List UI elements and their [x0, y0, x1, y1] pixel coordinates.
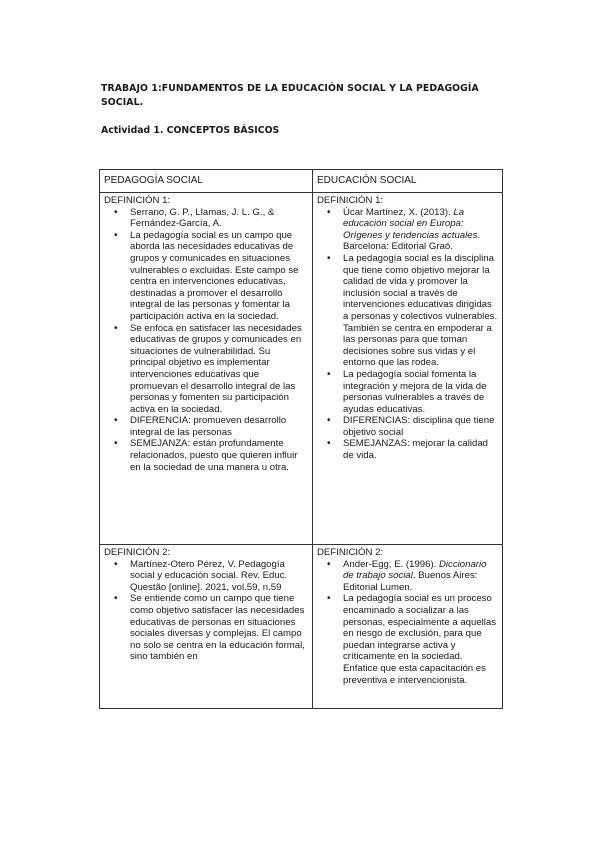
reference-author: Ander-Egg, E. (1996). — [343, 558, 439, 570]
list-item — [343, 207, 498, 253]
list-item: • SEMEJANZA: están profundamente relacionados, puesto que quieren influir en la sociedad de una manera u otra. — [130, 438, 308, 473]
definition-label: DEFINICIÓN 2: — [104, 547, 171, 558]
list-item: • La pedagogía social fomenta la integración y mejora de la vida de personas vulnerables a través de ayudas educativas. — [343, 369, 498, 415]
cell-pedagogia-def1 — [100, 193, 313, 545]
definition-label: DEFINICIÓN 1: — [317, 195, 384, 206]
list-item: • La pedagogía social es un proceso encaminado a socializar a las personas, especialmente a aquellas en riesgo de exclusión, para que puedan integrarse activa y críticamente en la sociedad. Enfatice que esta capacitación es preventiva e intervencionista. — [343, 593, 498, 686]
reference-tail: . Buenos Aires: Editorial Lumen. — [343, 570, 478, 593]
list-item — [343, 559, 498, 594]
reference-title: Diccionario de trabajo social — [343, 558, 487, 582]
list-item: • Se entiende como un campo que tiene como objetivo satisfacer las necesidades educativas de personas en situaciones sociales diversas y complejas. El campo no solo se centra en la educación formal, sino también en — [130, 593, 308, 663]
table-header-row — [100, 170, 503, 193]
cell-educacion-def2 — [313, 545, 503, 709]
list-item: • La pedagogía social es un campo que aborda las necesidades educativas de grupos y comunicades en situaciones vulnerables o excluidas. Este campo se centra en intervenciones educativas, destinadas a promover el desarrollo integral de las personas y fomentar la participación activa en la sociedad. — [130, 230, 308, 323]
bullet-list — [317, 207, 498, 462]
definition-label: DEFINICIÓN 2: — [317, 547, 384, 558]
cell-educacion-def1 — [313, 193, 503, 545]
list-item: • La pedagogía social es la disciplina que tiene como objetivo mejorar la calidad de vida y promover la inclusión social a través de intervenciones educativas dirigidas a personas y colectivos vulnerables. También se centra en empoderar a las personas para que toman decisiones sobre sus vidas y el entorno que las rodea. — [343, 253, 498, 369]
list-item: • Martínez-Otero Pérez, V. Pedagogía social y educación social. Rev. Educ. Questão [online]. 2021, vol.59, n.59 — [130, 559, 308, 594]
reference-author: Úcar Martínez, X. (2013). — [343, 206, 454, 218]
concepts-table — [99, 169, 503, 709]
bullet-list — [104, 207, 308, 474]
list-item: • DIFERENCIA: promueven desarrollo integral de las personas — [130, 415, 308, 438]
activity-heading: Actividad 1. CONCEPTOS BÁSICOS — [101, 125, 280, 136]
document-title: TRABAJO 1:FUNDAMENTOS DE LA EDUCACIÓN SOCIAL Y LA PEDAGOGÍA SOCIAL. — [101, 83, 479, 108]
list-item: • Se enfoca en satisfacer las necesidades educativas de grupos y comunicades en situaciones de vulnerabilidad. Su principal objetivo es implementar intervenciones educativas que promuevan el desarrollo integral de las personas y fomenten su participación activa en la sociedad. — [130, 323, 308, 416]
list-item: • SEMEJANZAS: mejorar la calidad de vida. — [343, 438, 498, 461]
list-item: • DIFERENCIAS: disciplina que tiene objetivo social — [343, 415, 498, 438]
cell-pedagogia-def2 — [100, 545, 313, 709]
table-row — [100, 193, 503, 545]
table-row — [100, 545, 503, 709]
bullet-list — [317, 559, 498, 687]
reference-title: La educación social en Europa: Orígenes y tendencias actuales — [343, 206, 478, 241]
header-educacion-social: EDUCACIÓN SOCIAL — [313, 170, 503, 193]
definition-label: DEFINICIÓN 1: — [104, 195, 171, 206]
header-pedagogia-social: PEDAGOGÍA SOCIAL — [100, 170, 313, 193]
reference-tail: . Barcelona: Editorial Graó. — [343, 229, 481, 253]
bullet-list — [104, 559, 308, 663]
list-item: • Serrano, G. P., Llamas, J. L. G., & Fernández-García, A. — [130, 207, 308, 230]
